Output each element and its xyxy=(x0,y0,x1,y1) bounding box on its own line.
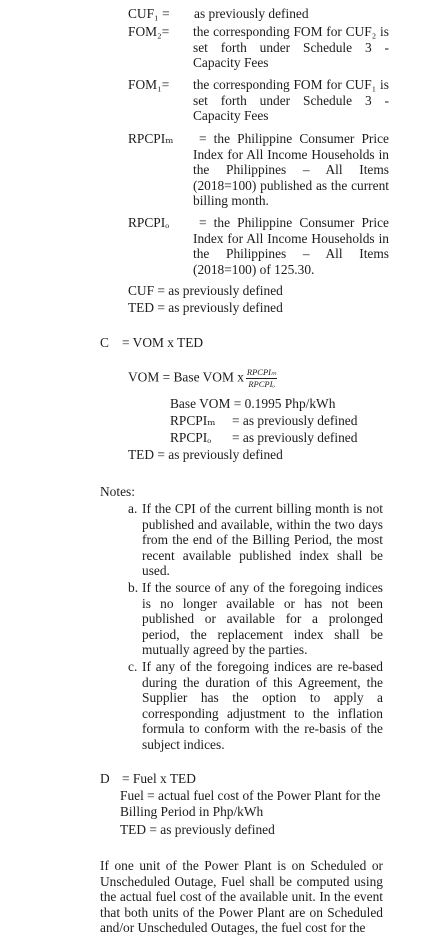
c-rpcpio-definition: = as previously defined xyxy=(232,430,358,445)
note-marker-b: b. xyxy=(128,579,139,595)
closing-paragraph: If one unit of the Power Plant is on Scheduled or Unscheduled Outage, Fuel shall be computed using the actual fuel cost of the available unit. In the event that both units of the Power Plant are on Scheduled and/or Unscheduled Outages, the fuel cost for the xyxy=(100,858,383,936)
note-item-b xyxy=(128,579,383,658)
fom2-definition: the corresponding FOM for CUF₂ is set forth under Schedule 3 - Capacity Fees xyxy=(193,24,389,71)
rpcpim-term: RPCPIₘ xyxy=(128,131,174,146)
vom-formula-prefix: VOM = Base VOM x xyxy=(128,369,244,385)
ted-line-1: TED = as previously defined xyxy=(128,300,283,315)
cuf1-term: CUF₁ = xyxy=(128,6,170,21)
note-item-c xyxy=(128,658,383,753)
fuel-definition: Fuel = actual fuel cost of the Power Plant for the Billing Period in Php/kWh xyxy=(120,788,381,819)
note-marker-c: c. xyxy=(128,658,138,674)
fom1-term: FOM₁= xyxy=(128,77,170,92)
note-item-a xyxy=(128,501,383,579)
fom1-definition: the corresponding FOM for CUF₁ is set forth under Schedule 3 - Capacity Fees xyxy=(193,77,389,124)
rpcpi-fraction xyxy=(246,368,277,389)
d-ted-line: TED = as previously defined xyxy=(120,822,275,837)
c-rpcpio-term: RPCPIₒ xyxy=(170,430,212,445)
fraction-denominator: RPCPIₒ xyxy=(248,379,275,389)
section-c-formula: = VOM x TED xyxy=(122,335,204,350)
rpcpim-definition: = the Philippine Consumer Price Index for All Income Households in the Philippines – All Items (2018=100) published as the current billing month. xyxy=(193,131,389,209)
c-rpcpim-term: RPCPIₘ xyxy=(170,413,216,428)
rpcpio-definition: = the Philippine Consumer Price Index for All Income Households in the Philippines – All Items (2018=100) of 125.30. xyxy=(193,215,389,277)
rpcpio-term: RPCPIₒ xyxy=(128,215,170,230)
c-rpcpim-definition: = as previously defined xyxy=(232,413,358,428)
section-c-label: C xyxy=(100,335,109,350)
section-d-formula: = Fuel x TED xyxy=(122,771,196,786)
note-text-b: If the source of any of the foregoing indices is no longer available or has not been published or available for a prolonged period, the replacement index shall be mutually agreed by the parties. xyxy=(142,579,383,658)
vom-formula xyxy=(128,368,277,389)
c-ted-line: TED = as previously defined xyxy=(128,447,283,462)
cuf-line: CUF = as previously defined xyxy=(128,283,283,298)
base-vom-line: Base VOM = 0.1995 Php/kWh xyxy=(170,396,336,411)
cuf1-definition: as previously defined xyxy=(194,6,309,21)
fraction-numerator: RPCPIₘ xyxy=(246,367,277,377)
notes-heading: Notes: xyxy=(100,484,135,499)
fom2-term: FOM₂= xyxy=(128,24,170,39)
notes-list xyxy=(128,501,383,753)
note-text-a: If the CPI of the current billing month is not published and available, within the two days from the end of the Billing Period, the most recent available published index shall be used. xyxy=(142,501,383,579)
section-d-label: D xyxy=(100,771,110,786)
note-marker-a: a. xyxy=(128,501,138,516)
note-text-c: If any of the foregoing indices are re-based during the duration of this Agreement, the Supplier has the option to apply a corresponding adjustment to the inflation formula to conform with the re-basis of the subject indices. xyxy=(142,658,383,752)
